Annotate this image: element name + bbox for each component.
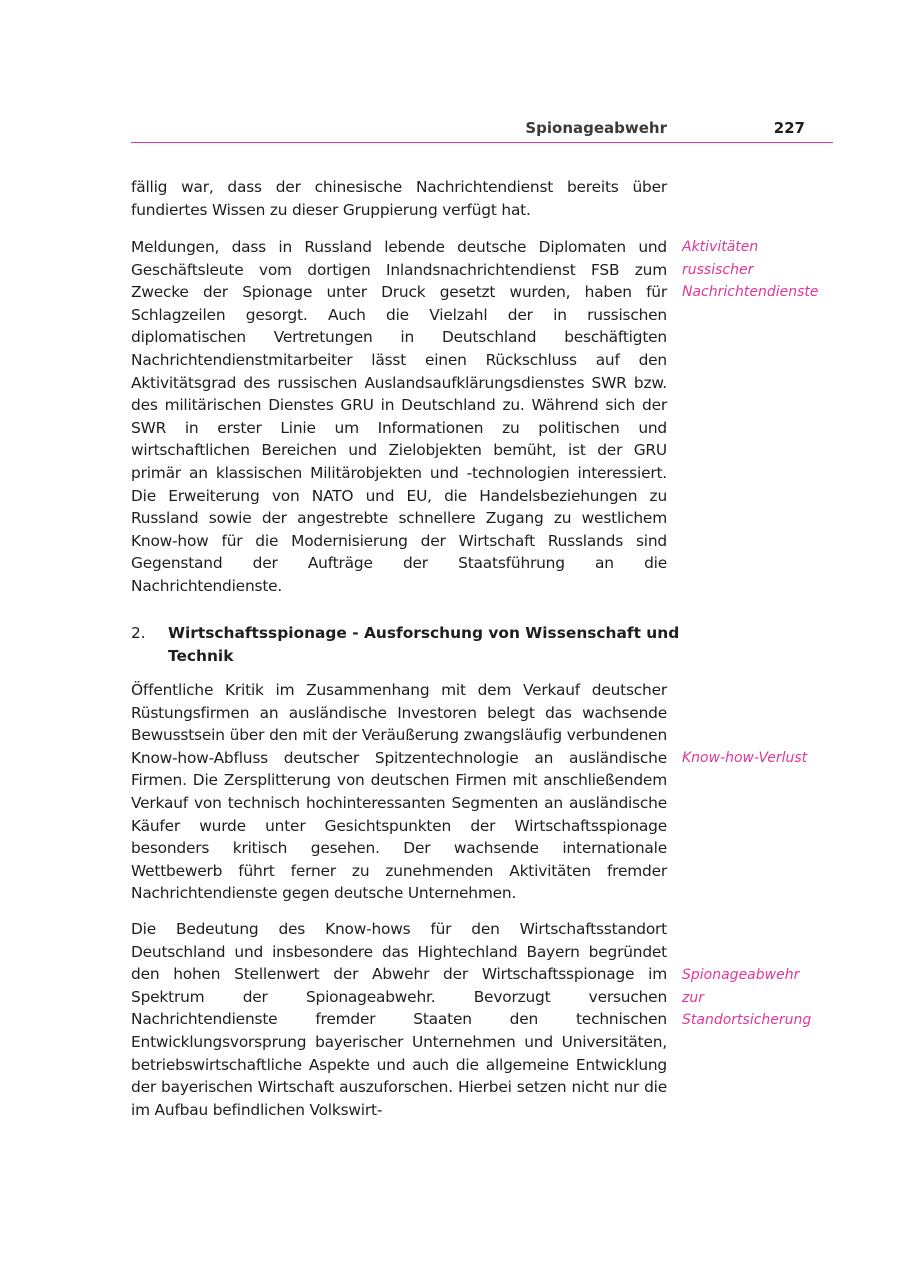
margin-note-russian-activities: Aktivitäten russischer Nachrichtendienste: [682, 239, 819, 301]
paragraph-russian-services: Meldungen, dass in Russland lebende deutsche Diplomaten und Geschäftsleute vom dortigen Inlandsnachrichtendienst FSB zum Zwecke der Spionage unter Druck gesetzt wurden, haben für Schlagzeilen gesorgt. Auch die Vielzahl der in russischen diplomatischen Vertretungen in Deutschland beschäftigten Nachrichtendienstmitarbeiter lässt einen Rückschluss auf den Aktivitätsgrad des russischen Auslandsaufklärungsdienstes SWR bzw. des militärischen Dienstes GRU in Deutschland zu. Während sich der SWR in erster Linie um Informationen zu politischen und wirtschaftlichen Bereichen und Zielobjekten bemüht, ist der GRU primär an klassischen Militärobjekten und -technologien interessiert. Die Erweiterung von NATO und EU, die Handelsbeziehungen zu Russland sowie der angestrebte schnellere Zugang zu westlichem Know-how für die Modernisierung der Wirtschaft Russlands sind Gegenstand der Aufträge der Staatsführung an die Nachrichtendienste.: [131, 238, 667, 595]
section-number: 2.: [131, 624, 146, 642]
section-heading: [131, 622, 691, 668]
running-title: Spionageabwehr: [525, 119, 667, 137]
paragraph-location-security: Die Bedeutung des Know-hows für den Wirtschaftsstandort Deutschland und insbesondere das Hightechland Bayern begründet den hohen Stellenwert der Abwehr der Wirtschaftsspionage im Spektrum der Spionageabwehr. Bevorzugt versuchen Nachrichtendienste fremder Staaten den technischen Entwicklungsvorsprung bayerischer Unternehmen und Universitäten, betriebswirtschaftliche Aspekte und auch die allgemeine Entwicklung der bayerischen Wirtschaft auszuforschen. Hierbei setzen nicht nur die im Aufbau befindlichen Volkswirt-: [131, 920, 667, 1119]
margin-note-knowhow: Know-how-Verlust: [682, 750, 808, 766]
section-title: Wirtschaftsspionage - Ausforschung von Wissenschaft und Technik: [168, 624, 680, 665]
paragraph-continuation: fällig war, dass der chinesische Nachrichtendienst bereits über fundiertes Wissen zu dieser Gruppierung verfügt hat.: [131, 178, 667, 219]
page-header: [131, 118, 833, 143]
page-number: 227: [773, 119, 805, 137]
margin-note-location: Spionageabwehr zur Standortsicherung: [682, 967, 812, 1029]
paragraph-knowhow-loss: Öffentliche Kritik im Zusammenhang mit dem Verkauf deutscher Rüstungsfirmen an ausländische Investoren belegt das wachsende Bewusstsein über den mit der Veräußerung zwangsläufig verbundenen Know-how-Abfluss deutscher Spitzentechnologie an ausländische Firmen. Die Zersplitterung von deutschen Firmen mit anschließendem Verkauf von technisch hochinteressanten Segmenten an ausländische Käufer wurde unter Gesichtspunkten der Wirtschaftsspionage besonders kritisch gesehen. Der wachsende internationale Wettbewerb führt ferner zu zunehmenden Aktivitäten fremder Nachrichtendienste gegen deutsche Unternehmen.: [131, 681, 667, 903]
